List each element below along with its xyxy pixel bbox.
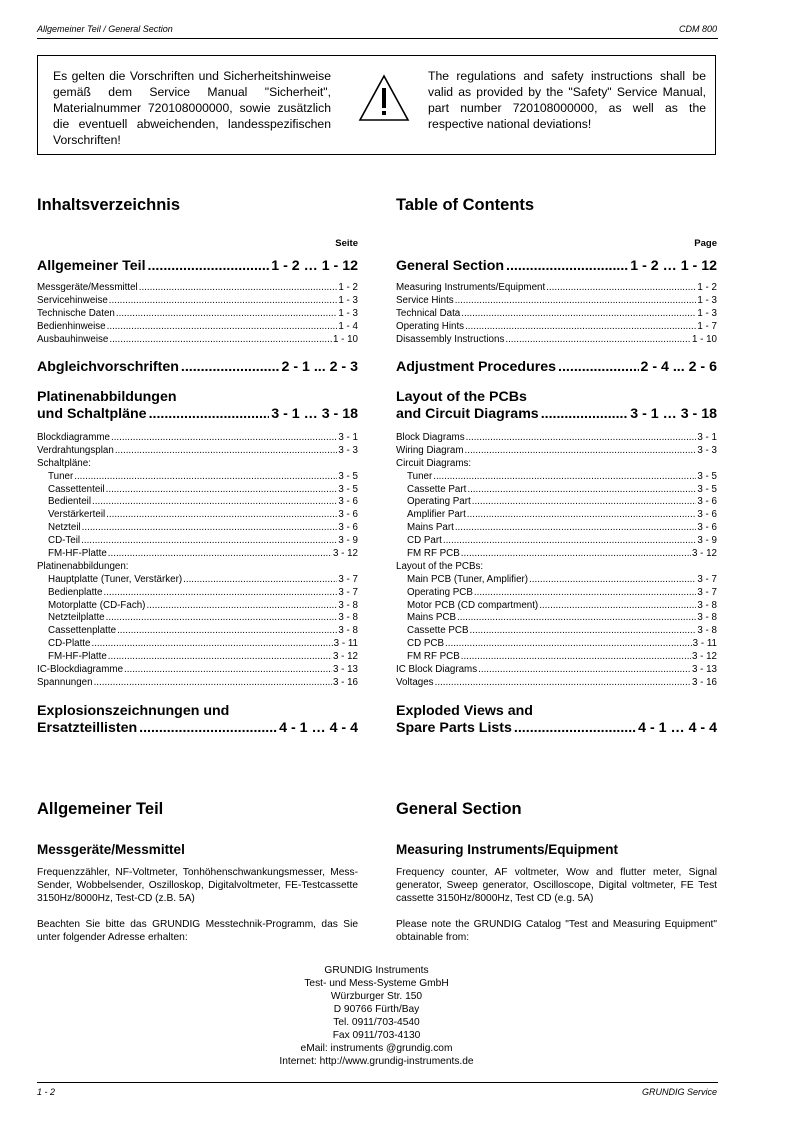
leader-dots [546, 282, 696, 295]
toc-entry-label: FM-HF-Platte [48, 548, 107, 559]
toc-pcb-list-en [396, 432, 717, 690]
toc-entry-page: 3 - 8 [697, 612, 717, 624]
leader-dots [106, 509, 337, 522]
toc-entry-label: Operating Hints [396, 320, 465, 332]
toc-entry [37, 471, 358, 484]
toc-entry-page: 3 - 7 [697, 586, 717, 598]
leader-dots [539, 600, 696, 613]
toc-entry-page: 3 - 7 [338, 586, 358, 598]
toc-entry-label: Tuner [407, 470, 433, 482]
leader-dots [478, 664, 691, 677]
footer-right: GRUNDIG Service [641, 1087, 717, 1097]
toc-entry-label: CD-Platte [48, 638, 91, 650]
toc-entry-page: 3 - 13 [332, 664, 358, 676]
toc-entry [37, 445, 358, 458]
toc-entry-page: 3 - 12 [332, 548, 358, 559]
toc-entry-label: Technische Daten [37, 307, 115, 319]
toc-entry [37, 522, 358, 535]
address-line: eMail: instruments @grundig.com [300, 1043, 453, 1054]
leader-dots [461, 548, 691, 561]
toc-entry [396, 600, 717, 613]
toc-entry-label: CD PCB [407, 638, 445, 650]
toc-entry-page: 3 - 6 [338, 496, 358, 508]
toc-entry [37, 548, 358, 561]
toc-entry-label: Cassette PCB [407, 625, 469, 637]
toc-entry-page: 3 - 11 [692, 638, 717, 650]
toc-entry-label: Messgeräte/Messmittel [37, 281, 138, 293]
toc-entry [37, 308, 358, 321]
toc-entry-label: Bedienplatte [48, 586, 103, 598]
toc-entry [37, 600, 358, 613]
address-block [200, 964, 553, 1068]
toc-entry-page: 3 - 6 [338, 522, 358, 534]
toc-entry-label: Blockdiagramme [37, 431, 110, 443]
leader-dots [472, 496, 697, 509]
toc-entry [396, 548, 717, 561]
toc-entry [37, 295, 358, 308]
toc-entry-page: 1 - 4 [338, 320, 358, 332]
toc-entry-label: FM RF PCB [407, 651, 460, 663]
toc-entry [37, 561, 358, 574]
toc-pcb-list-de [37, 432, 358, 690]
toc-title-en: Table of Contents [396, 196, 535, 214]
toc-entry-page: 1 - 3 [338, 294, 358, 306]
toc-entry-page: 3 - 9 [697, 535, 717, 547]
leader-dots [139, 282, 338, 295]
toc-entry [396, 432, 717, 445]
toc-entry-page: 3 - 9 [338, 535, 358, 547]
toc-general-de: Allgemeiner Teil ..... 1 - 2 … 1 - 12 [37, 258, 358, 275]
toc-entry [396, 574, 717, 587]
toc-entry-label: Hauptplatte (Tuner, Verstärker) [48, 573, 183, 585]
toc-entry-page: 1 - 3 [338, 307, 358, 319]
toc-entry [396, 445, 717, 458]
toc-entry [37, 625, 358, 638]
toc-general-en: General Section ..... 1 - 2 … 1 - 12 [396, 258, 717, 275]
leader-dots [91, 638, 332, 651]
toc-adjust-de: Abgleichvorschriften ..... 2 - 1 ... 2 - 3 [37, 359, 358, 376]
header-rule [37, 38, 718, 39]
toc-entry [396, 677, 717, 690]
footer-rule [37, 1082, 718, 1083]
leader-dots [465, 445, 697, 458]
catalog-para-de: Beachten Sie bitte das GRUNDIG Messtechnik-Programm, das Sie unter folgender Adresse erhalten: [37, 919, 358, 943]
toc-entry-page: 3 - 8 [338, 612, 358, 624]
toc-adjust-en: Adjustment Procedures ..... 2 - 4 ... 2 - 6 [396, 359, 717, 376]
toc-entry-page: 3 - 5 [338, 483, 358, 495]
address-line: GRUNDIG Instruments [324, 965, 429, 976]
toc-entry-label: Schaltpläne: [37, 457, 91, 469]
toc-entry-label: Circuit Diagrams: [396, 457, 472, 469]
toc-entry [37, 432, 358, 445]
toc-entry-page: 3 - 7 [338, 573, 358, 585]
leader-dots [474, 587, 697, 600]
toc-entry-page: 1 - 10 [332, 333, 358, 345]
leader-dots [467, 509, 697, 522]
header-left: Allgemeiner Teil / General Section [37, 24, 173, 34]
subtitle-de: Messgeräte/Messmittel [37, 842, 185, 857]
toc-entry [396, 587, 717, 600]
toc-entry [37, 458, 358, 471]
toc-entry-label: Verdrahtungsplan [37, 444, 114, 456]
leader-dots [465, 321, 696, 334]
leader-dots [435, 677, 691, 690]
toc-entry-label: Motorplatte (CD-Fach) [48, 599, 146, 611]
leader-dots [92, 496, 337, 509]
address-line: Test- und Mess-Systeme GmbH [304, 978, 449, 989]
footer-left: 1 - 2 [37, 1087, 56, 1097]
leader-dots [445, 638, 692, 651]
toc-entry-page: 3 - 6 [697, 496, 717, 508]
toc-entry-page: 3 - 3 [338, 444, 358, 456]
toc-entry [396, 625, 717, 638]
toc-entry-label: Block Diagrams [396, 431, 465, 443]
toc-general-list-en [396, 282, 717, 346]
toc-entry-page: 3 - 13 [691, 664, 717, 676]
equipment-para-en: Frequency counter, AF voltmeter, Wow and flutter meter, Signal generator, Sweep generator, Oscilloscope, Digital voltmeter, FE Test cassette 3150Hz/8000Hz, Test CD (e.g. 5A) [396, 867, 717, 904]
address-line: D 90766 Fürth/Bay [333, 1004, 420, 1015]
toc-general-list-de [37, 282, 358, 346]
leader-dots [433, 471, 696, 484]
toc-entry [37, 321, 358, 334]
toc-entry [396, 471, 717, 484]
toc-entry-label: CD-Teil [48, 535, 81, 547]
leader-dots [183, 574, 337, 587]
toc-entry-page: 3 - 12 [691, 651, 717, 663]
toc-entry-label: Mains Part [407, 522, 454, 534]
toc-exploded-de: Explosionszeichnungen und Ersatzteillisten ..... 4 - 1 … 4 - 4 [37, 703, 358, 737]
toc-entry-label: Operating PCB [407, 586, 473, 598]
toc-entry-page: 3 - 8 [697, 625, 717, 637]
toc-entry [37, 638, 358, 651]
leader-dots [470, 625, 697, 638]
leader-dots [115, 445, 338, 458]
toc-entry [396, 535, 717, 548]
leader-dots [108, 548, 332, 561]
toc-entry-page: 3 - 8 [338, 599, 358, 611]
leader-dots [117, 625, 337, 638]
leader-dots [461, 651, 691, 664]
warning-triangle-icon [358, 74, 410, 122]
toc-entry [37, 574, 358, 587]
toc-entry [396, 321, 717, 334]
toc-entry-page: 3 - 12 [332, 651, 358, 663]
toc-entry-label: IC Block Diagrams [396, 664, 478, 676]
leader-dots [108, 651, 332, 664]
leader-dots [457, 612, 696, 625]
leader-dots [124, 664, 332, 677]
toc-entry [37, 664, 358, 677]
toc-entry-label: Wiring Diagram [396, 444, 464, 456]
toc-entry-label: Bedienhinweise [37, 320, 106, 332]
leader-dots [455, 295, 697, 308]
leader-dots [116, 308, 338, 321]
toc-entry [37, 496, 358, 509]
toc-entry [37, 651, 358, 664]
toc-pcb-en: Layout of the PCBs and Circuit Diagrams ..... 3 - 1 … 3 - 18 [396, 389, 717, 423]
toc-entry-label: Ausbauhinweise [37, 333, 109, 345]
toc-entry-page: 1 - 3 [697, 294, 717, 306]
leader-dots [109, 334, 332, 347]
toc-entry [396, 664, 717, 677]
leader-dots [107, 321, 338, 334]
toc-entry-label: Tuner [48, 470, 74, 482]
toc-entry [37, 334, 358, 347]
toc-entry [396, 484, 717, 497]
toc-entry [396, 522, 717, 535]
toc-entry-page: 3 - 5 [338, 470, 358, 482]
toc-entry-label: Cassettenteil [48, 483, 105, 495]
address-line: Würzburger Str. 150 [330, 991, 423, 1002]
toc-entry-label: IC-Blockdiagramme [37, 664, 124, 676]
leader-dots [529, 574, 696, 587]
toc-entry [37, 484, 358, 497]
leader-dots [466, 432, 697, 445]
toc-entry-label: FM RF PCB [407, 548, 460, 559]
toc-entry-label: Operating Part [407, 496, 471, 508]
toc-entry [37, 282, 358, 295]
leader-dots [109, 295, 338, 308]
toc-entry-page: 3 - 6 [338, 509, 358, 521]
page-label-en: Page [694, 238, 717, 249]
toc-entry-label: Servicehinweise [37, 294, 108, 306]
toc-entry [37, 587, 358, 600]
toc-entry [37, 509, 358, 522]
toc-entry-label: Cassettenplatte [48, 625, 117, 637]
toc-entry [396, 334, 717, 347]
toc-entry-page: 3 - 12 [691, 548, 717, 559]
page-label-de: Seite [335, 238, 358, 249]
toc-exploded-en: Exploded Views and Spare Parts Lists ..... 4 - 1 … 4 - 4 [396, 703, 717, 737]
toc-entry-page: 3 - 11 [333, 638, 358, 650]
toc-entry-label: Cassette Part [407, 483, 467, 495]
leader-dots [74, 471, 337, 484]
toc-title-de: Inhaltsverzeichnis [37, 196, 181, 214]
toc-pcb-de: Platinenabbildungen und Schaltpläne ..... 3 - 1 … 3 - 18 [37, 389, 358, 423]
toc-entry-page: 3 - 16 [691, 676, 717, 688]
toc-entry [396, 308, 717, 321]
toc-entry-page: 3 - 1 [697, 431, 717, 443]
toc-entry [396, 561, 717, 574]
section-title-de: Allgemeiner Teil [37, 800, 164, 818]
leader-dots [455, 522, 697, 535]
toc-entry-page: 3 - 8 [338, 625, 358, 637]
catalog-para-en: Please note the GRUNDIG Catalog "Test and Measuring Equipment" obtainable from: [396, 919, 717, 943]
leader-dots [106, 484, 338, 497]
toc-entry-label: Netzteil [48, 522, 81, 534]
toc-entry-page: 3 - 5 [697, 470, 717, 482]
toc-entry [396, 282, 717, 295]
toc-entry-label: Layout of the PCBs: [396, 560, 484, 572]
leader-dots [505, 334, 691, 347]
toc-entry-label: Measuring Instruments/Equipment [396, 281, 546, 293]
toc-entry [396, 638, 717, 651]
toc-entry-page: 3 - 1 [338, 431, 358, 443]
header-right: CDM 800 [678, 24, 717, 34]
toc-entry-label: Mains PCB [407, 612, 456, 624]
toc-entry-label: Netzteilplatte [48, 612, 105, 624]
toc-entry-page: 1 - 10 [691, 333, 717, 345]
toc-entry-page: 3 - 5 [697, 483, 717, 495]
toc-entry [396, 651, 717, 664]
section-title-en: General Section [396, 800, 522, 818]
safety-text-de: Es gelten die Vorschriften und Sicherheitshinweise gemäß dem Service Manual "Sicherheit", Materialnummer 720108000000, sowie zusätzlich die eventuell abweichenden, landesspezifischen Vorschriften! [53, 69, 331, 147]
address-line: Tel. 0911/703-4540 [333, 1017, 420, 1028]
toc-entry-label: Bedienteil [48, 496, 92, 508]
leader-dots [443, 535, 697, 548]
toc-entry-label: Platinenabbildungen: [37, 560, 129, 572]
toc-entry [396, 295, 717, 308]
toc-entry-label: Service Hints [396, 294, 454, 306]
toc-entry-label: Disassembly Instructions [396, 333, 505, 345]
toc-entry-label: Main PCB (Tuner, Amplifier) [407, 573, 529, 585]
toc-entry-label: FM-HF-Platte [48, 651, 107, 663]
toc-entry-label: Motor PCB (CD compartment) [407, 599, 539, 611]
toc-entry-label: Verstärkerteil [48, 509, 106, 521]
toc-entry-page: 3 - 3 [697, 444, 717, 456]
leader-dots [467, 484, 696, 497]
leader-dots [111, 432, 337, 445]
toc-entry-page: 1 - 3 [697, 307, 717, 319]
address-line: Fax 0911/703-4130 [332, 1030, 421, 1041]
toc-entry-label: Technical Data [396, 307, 461, 319]
toc-entry-label: Voltages [396, 676, 434, 688]
safety-text-en: The regulations and safety instructions shall be valid as provided by the "Safety" Service Manual, part number 720108000000, as well as the respective national deviations! [428, 69, 706, 131]
toc-entry-page: 3 - 6 [697, 509, 717, 521]
toc-entry-page: 1 - 2 [338, 281, 358, 293]
toc-entry-page: 3 - 8 [697, 599, 717, 611]
toc-entry [396, 509, 717, 522]
leader-dots [81, 535, 337, 548]
toc-entry-label: Amplifier Part [407, 509, 466, 521]
safety-notice-box [37, 55, 716, 155]
toc-entry [37, 612, 358, 625]
toc-entry-page: 3 - 16 [332, 676, 358, 688]
toc-entry [396, 612, 717, 625]
leader-dots [94, 677, 332, 690]
address-line: Internet: http://www.grundig-instruments.de [279, 1056, 474, 1067]
toc-entry [396, 496, 717, 509]
toc-entry-page: 1 - 2 [697, 281, 717, 293]
equipment-para-de: Frequenzzähler, NF-Voltmeter, Tonhöhenschwankungsmesser, Mess-Sender, Wobbelsender, Oszilloskop, Digitalvoltmeter, FE-Testcassette 3150Hz/8000Hz, Test-CD (z.B. 5A) [37, 867, 358, 904]
leader-dots [103, 587, 337, 600]
leader-dots [146, 600, 337, 613]
toc-entry-page: 1 - 7 [697, 320, 717, 332]
leader-dots [82, 522, 338, 535]
leader-dots [106, 612, 338, 625]
toc-entry-label: Spannungen [37, 676, 93, 688]
toc-entry-label: CD Part [407, 535, 442, 547]
toc-entry [396, 458, 717, 471]
toc-entry-page: 3 - 7 [697, 573, 717, 585]
toc-entry-page: 3 - 6 [697, 522, 717, 534]
toc-entry [37, 535, 358, 548]
toc-entry [37, 677, 358, 690]
leader-dots [461, 308, 696, 321]
subtitle-en: Measuring Instruments/Equipment [396, 842, 619, 857]
